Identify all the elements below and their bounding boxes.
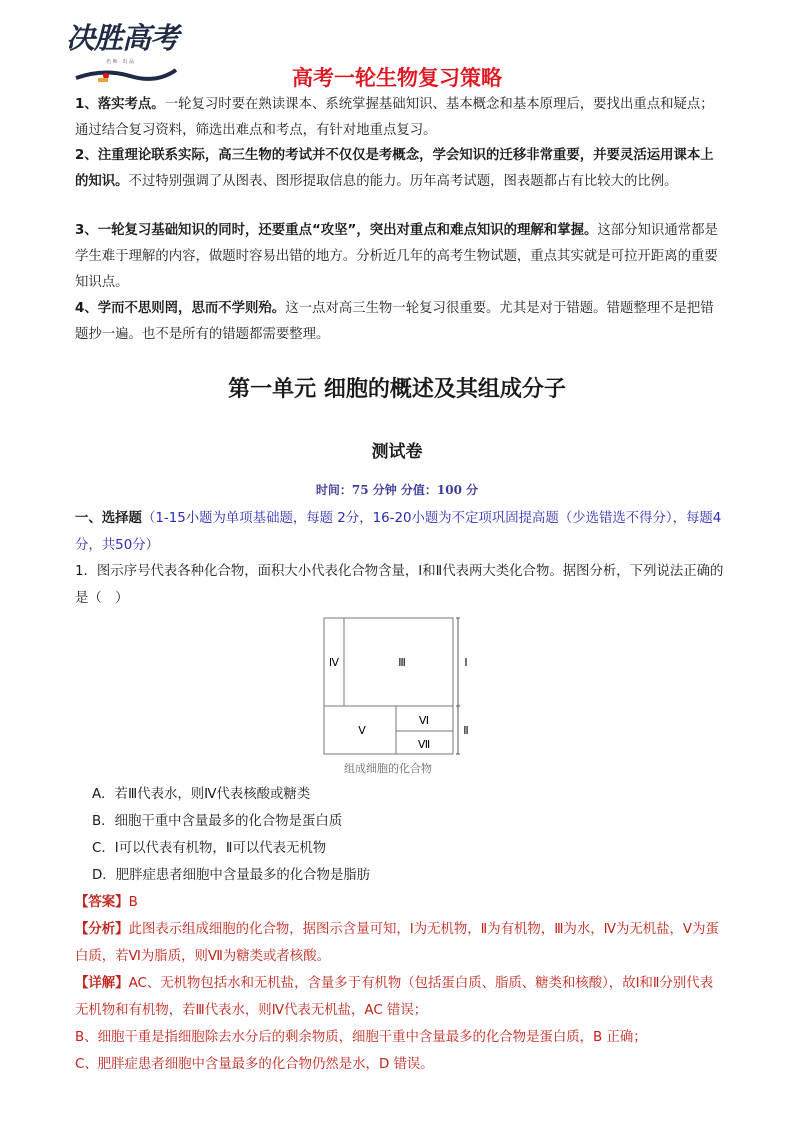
label-vi: Ⅵ — [418, 715, 430, 727]
detail-b: B、细胞干重是指细胞除去水分后的剩余物质，细胞干重中含量最多的化合物是蛋白质，B 正确； — [75, 1030, 647, 1045]
strategy-item-3 — [75, 218, 725, 296]
label-ii: Ⅱ — [463, 725, 469, 737]
logo-text: 决胜高考 — [66, 21, 179, 55]
unit-title: 第一单元 细胞的概述及其组成分子 — [228, 377, 566, 402]
test-title: 测试卷 — [371, 442, 423, 462]
strategy-text: 不过特别强调了从图表、图形提取信息的能力。历年高考试题，图表题都占有比较大的比例。 — [128, 174, 678, 189]
strategy-text: 这部分知识通常都是学生难于理解的内容，做题时容易出错的地方。分析近几年的高考生物试题，重点其实就是可拉开距离的重要知识点。 — [75, 223, 718, 290]
label-v: Ⅴ — [358, 725, 366, 737]
figure-caption: 组成细胞的化合物 — [344, 762, 432, 775]
strategy-lead: 3、一轮复习基础知识的同时，还要重点“攻坚”，突出对重点和难点知识的理解和掌握。 — [75, 223, 598, 238]
time-score-line: 时间：75 分钟 分值：100 分 — [315, 483, 479, 497]
strategy-item-4 — [75, 296, 725, 348]
option-d: D．肥胖症患者细胞中含量最多的化合物是脂肪 — [92, 868, 371, 883]
answer-line — [75, 889, 725, 916]
compound-area-figure — [320, 614, 474, 778]
detail-text: AC、无机物包括水和无机盐，含量多于有机物（包括蛋白质、脂质、糖类和核酸），故Ⅰ和Ⅱ分别代表无机物和有机物，若Ⅲ代表水，则Ⅳ代表无机盐，AC 错误； — [75, 976, 714, 1018]
strategy-text: 一轮复习时要在熟读课本、系统掌握基础知识、基本概念和基本原理后，要找出重点和疑点；通过结合复习资料，筛选出难点和考点，有针对地重点复习。 — [75, 97, 714, 138]
answer-tag: 【答案】 — [75, 895, 129, 910]
label-i: Ⅰ — [464, 657, 468, 669]
analysis-text: 此图表示组成细胞的化合物，据图示含量可知，Ⅰ为无机物，Ⅱ为有机物，Ⅲ为水，Ⅳ为无机盐，Ⅴ为蛋白质，若Ⅵ为脂质，则Ⅶ为糖类或者核酸。 — [75, 922, 719, 964]
label-iv: Ⅳ — [328, 657, 340, 669]
question-stem: 1．图示序号代表各种化合物，面积大小代表化合物含量，Ⅰ和Ⅱ代表两大类化合物。据图分析，下列说法正确的是（ ） — [75, 564, 724, 606]
detail-c: C、肥胖症患者细胞中含量最多的化合物仍然是水，D 错误。 — [75, 1057, 434, 1072]
analysis-tag: 【分析】 — [75, 922, 129, 937]
analysis-block — [75, 916, 725, 970]
section-description: （1-15小题为单项基础题，每题 2分，16-20小题为不定项巩固提高题（少选错选不得分），每题4分，共50分） — [75, 511, 722, 553]
option-c: C．Ⅰ可以代表有机物，Ⅱ可以代表无机物 — [92, 841, 327, 856]
detail-tag: 【详解】 — [75, 976, 129, 991]
page-title: 高考一轮生物复习策略 — [292, 66, 502, 90]
option-b: B．细胞干重中含量最多的化合物是蛋白质 — [92, 814, 343, 829]
section-heading — [75, 505, 725, 559]
strategy-item-2 — [75, 143, 725, 195]
answer-value: B — [128, 895, 138, 910]
strategy-text: 这一点对高三生物一轮复习很重要。尤其是对于错题。错题整理不是把错题抄一遍。也不是所有的错题都需要整理。 — [75, 301, 714, 342]
label-iii: Ⅲ — [398, 657, 406, 669]
label-vii: Ⅶ — [417, 739, 431, 751]
logo-subtext: 名 师 · 出 品 — [106, 59, 134, 65]
detail-block — [75, 970, 725, 1024]
strategy-lead: 4、学而不思则罔，思而不学则殆。 — [75, 301, 286, 316]
strategy-lead: 1、落实考点。 — [75, 97, 165, 112]
option-a: A．若Ⅲ代表水，则Ⅳ代表核酸或糖类 — [92, 787, 311, 802]
strategy-item-1 — [75, 92, 725, 144]
strategy-lead: 2、注重理论联系实际，高三生物的考试并不仅仅是考概念，学会知识的迁移非常重要，并要灵活运用课本上的知识。 — [75, 148, 714, 189]
section-label: 一、选择题 — [75, 511, 142, 526]
